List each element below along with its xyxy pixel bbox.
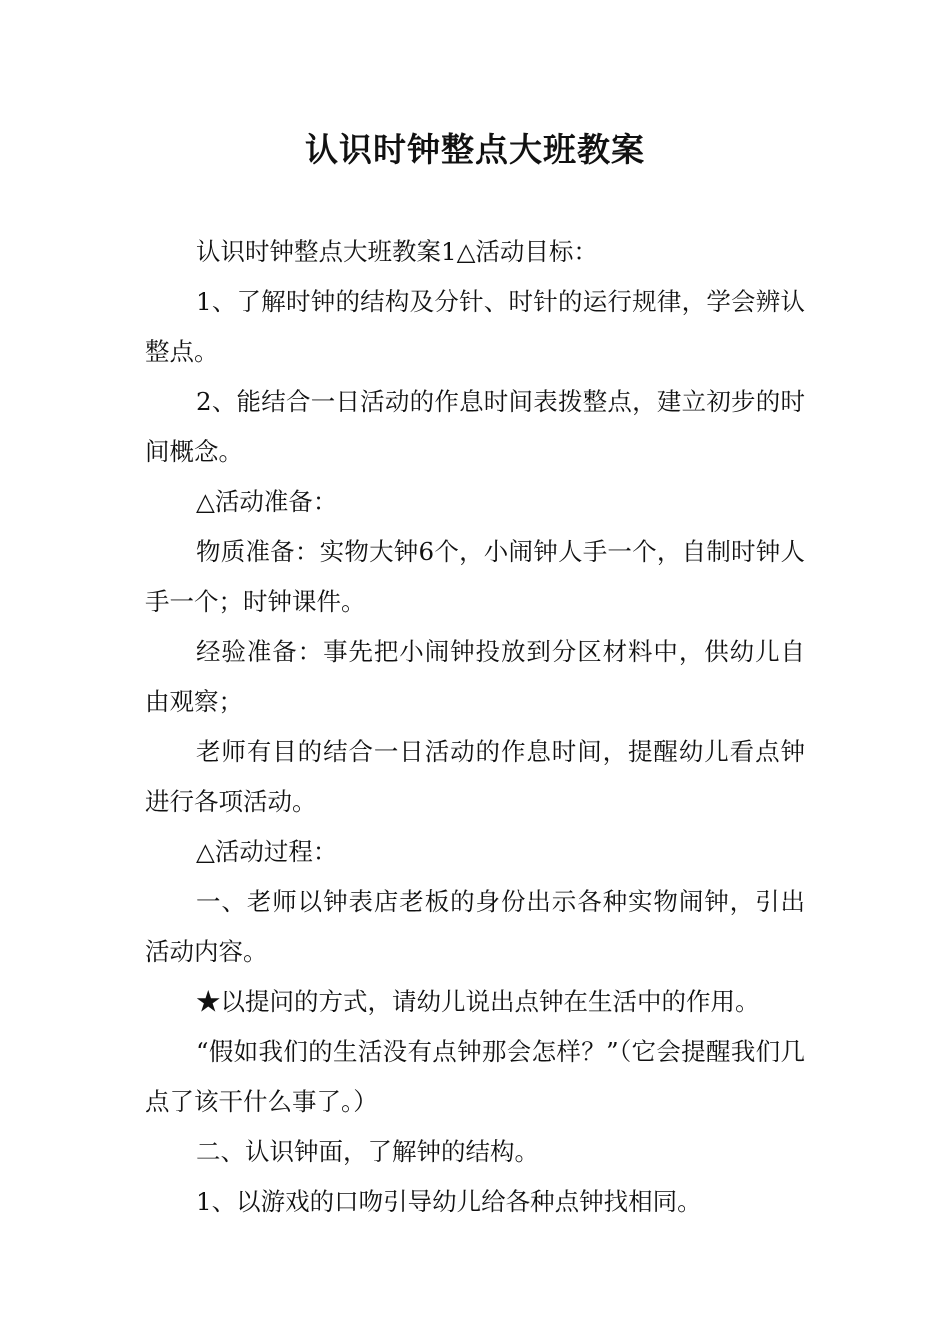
paragraph-experience-preparation: [145, 627, 805, 727]
paragraph-text: ★以提问的方式，请幼儿说出点钟在生活中的作用。: [196, 987, 760, 1016]
paragraph-material-preparation: [145, 527, 805, 627]
paragraph-step-1: [145, 877, 805, 977]
document-title: 认识时钟整点大班教案: [305, 130, 645, 169]
paragraph-text: 1、了解时钟的结构及分针、时针的运行规律，学会辨认整点。: [145, 287, 805, 366]
paragraph-step-2: [145, 1127, 805, 1177]
paragraph-objectives-heading: [145, 227, 805, 277]
paragraph-text: △活动过程：: [196, 837, 338, 866]
paragraph-text: 认识时钟整点大班教案1△活动目标：: [196, 237, 598, 266]
paragraph-text: “假如我们的生活没有点钟那会怎样？”（它会提醒我们几点了该干什么事了。）: [145, 1037, 805, 1116]
paragraph-text: 老师有目的结合一日活动的作息时间，提醒幼儿看点钟进行各项活动。: [145, 737, 805, 816]
paragraph-text: 1、以游戏的口吻引导幼儿给各种点钟找相同。: [196, 1187, 702, 1216]
paragraph-text: 一、老师以钟表店老板的身份出示各种实物闹钟，引出活动内容。: [145, 887, 805, 966]
document-body: [145, 227, 805, 1227]
paragraph-process-heading: [145, 827, 805, 877]
paragraph-objective-2: [145, 377, 805, 477]
paragraph-step-2-1: [145, 1177, 805, 1227]
paragraph-objective-1: [145, 277, 805, 377]
paragraph-text: 物质准备：实物大钟6个，小闹钟人手一个，自制时钟人手一个；时钟课件。: [145, 537, 805, 616]
paragraph-teacher-note: [145, 727, 805, 827]
paragraph-text: △活动准备：: [196, 487, 338, 516]
paragraph-question-example: [145, 1027, 805, 1127]
paragraph-preparation-heading: [145, 477, 805, 527]
paragraph-text: 二、认识钟面，了解钟的结构。: [196, 1137, 539, 1166]
paragraph-text: 2、能结合一日活动的作息时间表拨整点，建立初步的时间概念。: [145, 387, 805, 466]
paragraph-question-method: [145, 977, 805, 1027]
paragraph-text: 经验准备：事先把小闹钟投放到分区材料中，供幼儿自由观察；: [145, 637, 805, 716]
